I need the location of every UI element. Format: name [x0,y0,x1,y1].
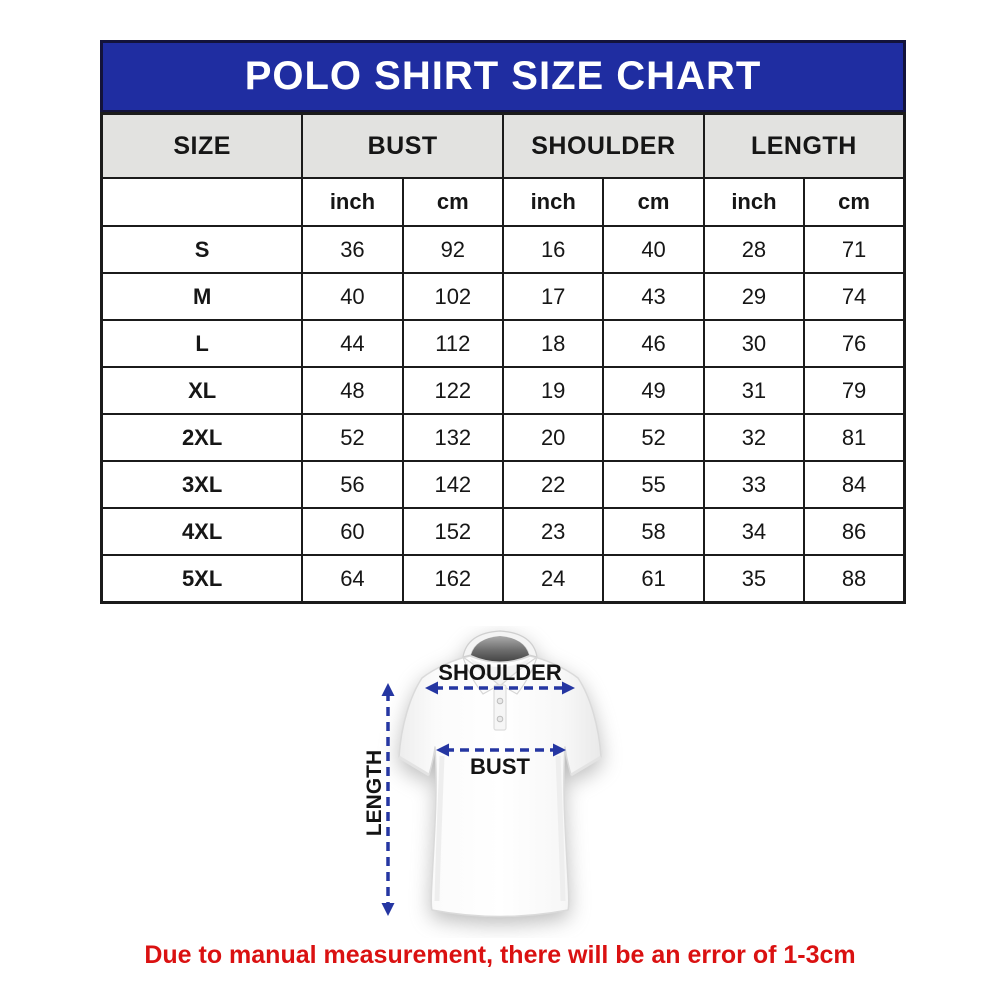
unit-header: inch [302,178,402,226]
measurement-value: 76 [804,320,904,367]
measurement-value: 86 [804,508,904,555]
measurement-value: 23 [503,508,603,555]
measurement-value: 74 [804,273,904,320]
measurement-value: 64 [302,555,402,603]
table-row [102,555,905,603]
measurement-value: 71 [804,226,904,273]
page-title: POLO SHIRT SIZE CHART [244,54,762,98]
size-label: 2XL [102,414,303,461]
measurement-value: 20 [503,414,603,461]
polo-shirt-diagram [330,626,670,938]
measurement-value: 58 [603,508,703,555]
column-header-shoulder: SHOULDER [503,114,704,179]
measurement-value: 92 [403,226,503,273]
measurement-value: 33 [704,461,804,508]
measurement-value: 56 [302,461,402,508]
table-row [102,320,905,367]
column-header-size: SIZE [102,114,303,179]
measurement-value: 49 [603,367,703,414]
measurement-value: 24 [503,555,603,603]
size-label: 5XL [102,555,303,603]
bust-measure-label: BUST [470,754,530,779]
measurement-value: 31 [704,367,804,414]
measurement-value: 40 [302,273,402,320]
column-header-bust: BUST [302,114,503,179]
column-header-length: LENGTH [704,114,905,179]
measurement-value: 88 [804,555,904,603]
table-row [102,367,905,414]
measurement-value: 35 [704,555,804,603]
measurement-value: 22 [503,461,603,508]
measurement-disclaimer: Due to manual measurement, there will be an error of 1-3cm [144,941,856,969]
measurement-value: 44 [302,320,402,367]
measurement-value: 28 [704,226,804,273]
measurement-value: 46 [603,320,703,367]
measurement-value: 84 [804,461,904,508]
table-row [102,273,905,320]
measurement-value: 81 [804,414,904,461]
measurement-value: 132 [403,414,503,461]
unit-header-row [102,178,905,226]
measurement-value: 52 [603,414,703,461]
measurement-value: 55 [603,461,703,508]
table-row [102,414,905,461]
measurement-value: 61 [603,555,703,603]
measurement-value: 18 [503,320,603,367]
table-header-row [102,114,905,179]
unit-spacer-cell [102,178,303,226]
measurement-value: 122 [403,367,503,414]
table-row [102,461,905,508]
measurement-value: 34 [704,508,804,555]
measurement-value: 52 [302,414,402,461]
unit-header: inch [704,178,804,226]
unit-header: cm [804,178,904,226]
size-label: 3XL [102,461,303,508]
unit-header: inch [503,178,603,226]
measurement-value: 32 [704,414,804,461]
measurement-value: 36 [302,226,402,273]
measurement-value: 19 [503,367,603,414]
measurement-value: 43 [603,273,703,320]
measurement-value: 48 [302,367,402,414]
size-label: 4XL [102,508,303,555]
measurement-value: 29 [704,273,804,320]
size-label: XL [102,367,303,414]
shoulder-measure-label: SHOULDER [438,660,562,685]
measurement-value: 60 [302,508,402,555]
table-row [102,226,905,273]
unit-header: cm [403,178,503,226]
measurement-value: 79 [804,367,904,414]
measurement-value: 30 [704,320,804,367]
size-label: M [102,273,303,320]
measurement-value: 17 [503,273,603,320]
measurement-value: 102 [403,273,503,320]
measurement-value: 112 [403,320,503,367]
size-label: L [102,320,303,367]
measurement-value: 142 [403,461,503,508]
measurement-value: 16 [503,226,603,273]
measurement-value: 152 [403,508,503,555]
unit-header: cm [603,178,703,226]
table-row [102,508,905,555]
size-chart-table [100,112,906,604]
measurement-value: 162 [403,555,503,603]
measurement-value: 40 [603,226,703,273]
length-measure-label: LENGTH [363,749,386,837]
size-label: S [102,226,303,273]
title-banner [100,40,906,113]
